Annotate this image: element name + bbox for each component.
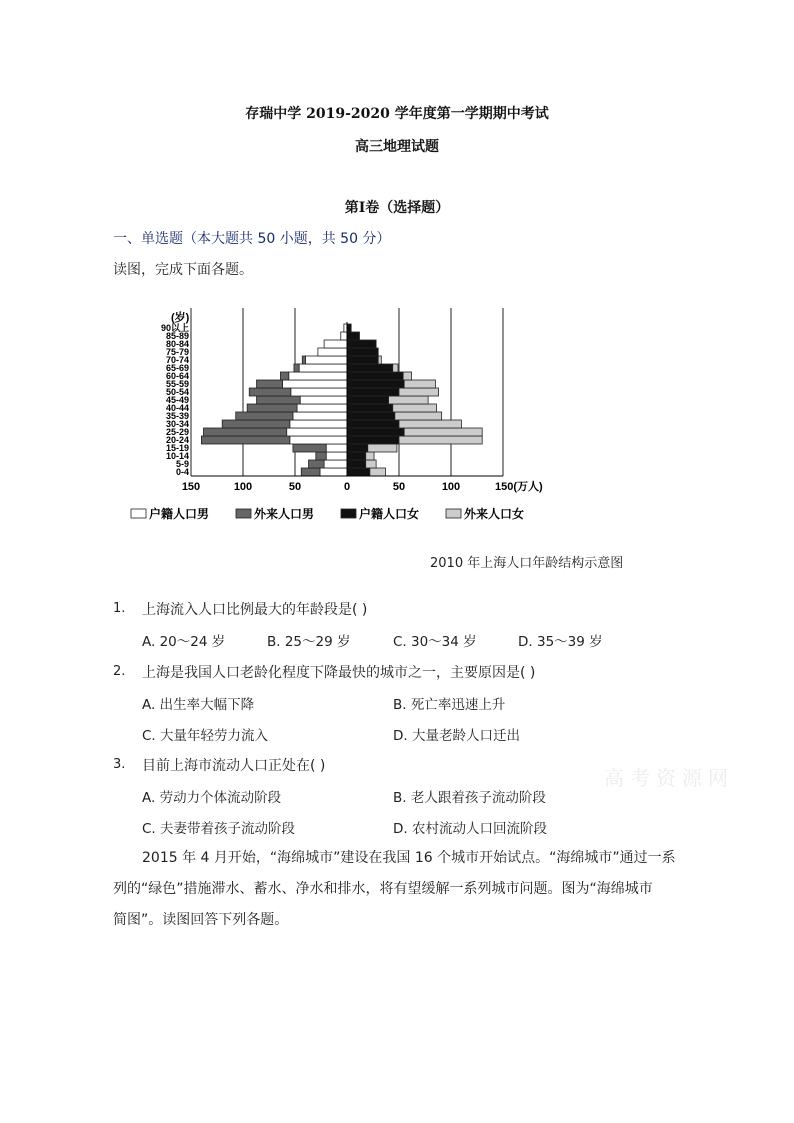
bar-household-female <box>347 468 370 476</box>
bar-migrant-female <box>399 420 461 428</box>
passage-line-1: 2015 年 4 月开始，“海绵城市”建设在我国 16 个城市开始试点。“海绵城市”通过一系 <box>142 850 676 866</box>
bar-household-female <box>347 332 359 340</box>
chart-caption: 2010 年上海人口年龄结构示意图 <box>430 556 624 571</box>
age-label: 0-4 <box>175 467 189 477</box>
age-label: 15-19 <box>165 443 189 453</box>
question-2-number: 2. <box>113 664 126 679</box>
age-label: 85-89 <box>165 331 189 341</box>
question-1-text: 上海流入人口比例最大的年龄段是( ) <box>142 602 368 618</box>
bar-migrant-female <box>393 404 437 412</box>
question-1-option-c[interactable]: C. 30～34 岁 <box>393 634 477 650</box>
age-label: 75-79 <box>165 347 189 357</box>
bar-household-male <box>318 348 347 356</box>
age-label: 45-49 <box>165 395 189 405</box>
bar-household-female <box>347 396 389 404</box>
x-tick-label: 150(万人) <box>495 481 543 493</box>
bar-migrant-female <box>389 396 429 404</box>
bar-household-male <box>297 404 347 412</box>
bar-migrant-female <box>378 356 381 364</box>
bar-household-female <box>347 348 378 356</box>
legend-label: 户籍人口男 <box>149 507 210 521</box>
age-label: 65-69 <box>165 363 189 373</box>
bar-household-male <box>283 380 347 388</box>
bar-household-male <box>287 428 347 436</box>
question-2-text: 上海是我国人口老龄化程度下降最快的城市之一，主要原因是( ) <box>142 665 536 681</box>
question-1-option-d[interactable]: D. 35～39 岁 <box>518 634 603 650</box>
question-1-number: 1. <box>113 601 126 616</box>
bar-migrant-male <box>257 396 301 404</box>
age-label: 80-84 <box>165 339 189 349</box>
section-title: 第Ⅰ卷（选择题） <box>344 200 450 216</box>
bar-household-male <box>324 460 347 468</box>
bar-household-female <box>347 428 404 436</box>
bar-household-male <box>299 364 347 372</box>
bar-household-male <box>326 444 347 452</box>
age-label: 40-44 <box>165 403 189 413</box>
chart-bars <box>191 322 503 476</box>
bar-migrant-female <box>366 460 376 468</box>
age-label: 90以上 <box>160 323 189 333</box>
bar-migrant-female <box>395 412 442 420</box>
bar-migrant-male <box>309 460 325 468</box>
bar-migrant-male <box>316 452 326 460</box>
passage-line-2: 列的“绿色”措施滞水、蓄水、净水和排水，将有望缓解一系列城市问题。图为“海绵城市 <box>113 881 653 897</box>
question-3-option-b[interactable]: B. 老人跟着孩子流动阶段 <box>393 790 546 806</box>
chart-x-ticks <box>182 480 543 493</box>
bar-migrant-male <box>294 364 299 372</box>
bar-migrant-male <box>201 436 289 444</box>
bar-migrant-male <box>280 372 288 380</box>
age-label: 30-34 <box>165 419 189 429</box>
age-label: 55-59 <box>165 379 189 389</box>
legend-swatch <box>236 509 251 518</box>
bar-household-male <box>305 356 347 364</box>
bar-migrant-male <box>257 380 283 388</box>
bar-household-female <box>347 364 393 372</box>
bar-migrant-female <box>368 444 397 452</box>
bar-migrant-male <box>249 388 291 396</box>
x-tick-label: 100 <box>233 481 253 493</box>
bar-household-female <box>347 412 395 420</box>
bar-migrant-female <box>404 428 482 436</box>
bar-migrant-female <box>403 372 411 380</box>
legend-item <box>446 506 524 521</box>
bar-migrant-male <box>302 356 305 364</box>
exam-subtitle: 高三地理试题 <box>355 139 439 155</box>
y-axis-unit: (岁) <box>171 312 190 324</box>
population-pyramid-chart <box>125 300 565 530</box>
bar-household-female <box>347 444 368 452</box>
bar-household-female <box>347 404 393 412</box>
question-2-option-b[interactable]: B. 死亡率迅速上升 <box>393 697 506 713</box>
bar-household-male <box>320 468 347 476</box>
bar-household-female <box>347 388 399 396</box>
instruction: 读图，完成下面各题。 <box>113 262 253 278</box>
bar-household-male <box>326 452 347 460</box>
exam-title: 存瑞中学 2019-2020 学年度第一学期期中考试 <box>245 106 549 122</box>
bar-migrant-male <box>293 444 326 452</box>
bar-household-female <box>347 372 403 380</box>
bar-migrant-male <box>203 428 286 436</box>
watermark-logo: 高考资源网 <box>604 766 734 790</box>
x-tick-label: 50 <box>392 481 406 493</box>
bar-household-male <box>293 412 347 420</box>
bar-migrant-female <box>399 436 482 444</box>
bar-migrant-male <box>222 420 290 428</box>
bar-migrant-female <box>370 468 386 476</box>
question-2-option-d[interactable]: D. 大量老龄人口迁出 <box>393 728 520 744</box>
age-label: 50-54 <box>165 387 189 397</box>
legend-swatch <box>446 509 461 518</box>
bar-household-male <box>290 436 347 444</box>
x-tick-label: 50 <box>288 481 302 493</box>
age-label: 35-39 <box>165 411 189 421</box>
question-3-option-c[interactable]: C. 夫妻带着孩子流动阶段 <box>142 821 296 837</box>
bar-migrant-female <box>393 364 398 372</box>
age-label: 70-74 <box>165 355 189 365</box>
x-tick-label: 100 <box>441 481 461 493</box>
age-label: 20-24 <box>165 435 189 445</box>
bar-household-female <box>347 356 378 364</box>
bar-migrant-female <box>399 388 439 396</box>
bar-household-male <box>291 388 347 396</box>
bar-migrant-male <box>247 404 297 412</box>
legend-swatch <box>131 509 146 518</box>
question-3-text: 目前上海市流动人口正处在( ) <box>142 758 326 774</box>
bar-household-male <box>289 372 347 380</box>
question-3-option-a[interactable]: A. 劳动力个体流动阶段 <box>142 790 282 806</box>
bar-household-male <box>324 340 347 348</box>
age-label: 10-14 <box>165 451 189 461</box>
bar-household-female <box>347 436 399 444</box>
bar-household-male <box>300 396 347 404</box>
bar-migrant-male <box>301 468 320 476</box>
x-tick-label: 150 <box>181 481 201 493</box>
legend-label: 外来人口男 <box>254 507 315 521</box>
part-heading: 一、单选题（本大题共 50 小题，共 50 分） <box>113 231 391 247</box>
bar-household-male <box>290 420 347 428</box>
question-1-option-a[interactable]: A. 20～24 岁 <box>142 634 226 650</box>
bar-migrant-female <box>366 452 374 460</box>
bar-household-female <box>347 324 351 332</box>
passage-line-3: 简图”。读图回答下列各题。 <box>113 912 289 928</box>
question-1-option-b[interactable]: B. 25～29 岁 <box>267 634 351 650</box>
chart-legend <box>131 506 524 521</box>
legend-item <box>341 506 419 521</box>
chart-age-labels <box>161 322 189 477</box>
bar-migrant-male <box>236 412 293 420</box>
legend-item <box>236 506 314 521</box>
bar-household-female <box>347 340 376 348</box>
bar-household-female <box>347 420 399 428</box>
bar-household-female <box>347 380 404 388</box>
bar-household-female <box>347 460 366 468</box>
question-3-number: 3. <box>113 757 126 772</box>
question-2-option-c[interactable]: C. 大量年轻劳力流入 <box>142 728 269 744</box>
legend-swatch <box>341 509 356 518</box>
age-label: 25-29 <box>165 427 189 437</box>
age-label: 5-9 <box>175 459 189 469</box>
legend-label: 外来人口女 <box>464 507 525 521</box>
question-3-option-d[interactable]: D. 农村流动人口回流阶段 <box>393 821 547 837</box>
legend-item <box>131 506 209 521</box>
bar-migrant-female <box>404 380 435 388</box>
x-tick-label: 0 <box>343 481 351 493</box>
question-2-option-a[interactable]: A. 出生率大幅下降 <box>142 697 255 713</box>
legend-label: 户籍人口女 <box>359 507 420 521</box>
age-label: 60-64 <box>165 371 189 381</box>
bar-household-male <box>341 332 347 340</box>
bar-household-female <box>347 452 366 460</box>
